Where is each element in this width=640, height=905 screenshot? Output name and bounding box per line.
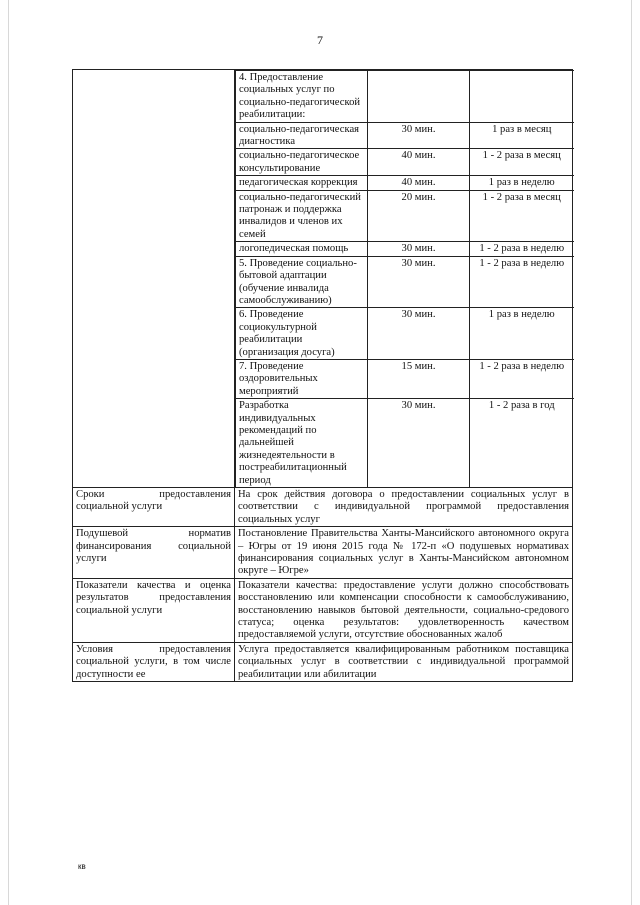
service-name: социально-педагогическая диагностика	[236, 122, 368, 149]
service-row	[236, 399, 574, 487]
service-duration: 20 мин.	[368, 190, 470, 242]
service-row	[236, 190, 574, 242]
row-label: Условия предоставления социальной услуги, в том числе доступности ее	[73, 642, 235, 681]
service-frequency: 1 - 2 раза в неделю	[470, 256, 574, 308]
service-row	[236, 359, 574, 398]
table-row	[73, 578, 573, 642]
service-duration: 15 мин.	[368, 359, 470, 398]
service-row	[236, 242, 574, 256]
table-row	[73, 70, 573, 488]
service-frequency: 1 - 2 раза в год	[470, 399, 574, 487]
scan-edge-left	[8, 0, 9, 905]
services-table	[72, 69, 573, 682]
row-label: Показатели качества и оценка результатов предоставления социальной услуги	[73, 578, 235, 642]
service-row	[236, 308, 574, 360]
page-number: 7	[317, 33, 323, 47]
service-duration	[368, 71, 470, 123]
services-subtable	[235, 70, 574, 487]
service-row	[236, 256, 574, 308]
service-name: социально-педагогическое консультирование	[236, 149, 368, 176]
service-duration: 30 мин.	[368, 256, 470, 308]
service-duration: 40 мин.	[368, 149, 470, 176]
service-duration: 30 мин.	[368, 308, 470, 360]
services-cell	[235, 70, 573, 488]
service-name: педагогическая коррекция	[236, 176, 368, 190]
service-frequency: 1 - 2 раза в неделю	[470, 359, 574, 398]
row-text: Показатели качества: предоставление услуги должно способствовать восстановлению или компенсации способности к самообслуживанию, восстановлению навыков бытовой деятельности, социально-средового статуса; оценка результатов: удовлетворенность качеством предоставляемой услуги, отсутствие обоснованных жалоб	[235, 578, 573, 642]
service-row	[236, 122, 574, 149]
service-name: 5. Проведение социально-бытовой адаптации (обучение инвалида самообслуживанию)	[236, 256, 368, 308]
footer-stamp: кв	[78, 862, 86, 871]
service-row	[236, 149, 574, 176]
service-duration: 30 мин.	[368, 242, 470, 256]
service-row	[236, 71, 574, 123]
scan-edge-right	[631, 0, 632, 905]
service-name: Разработка индивидуальных рекомендаций по дальнейшей жизнедеятельности в постреабилитационный период	[236, 399, 368, 487]
service-name: логопедическая помощь	[236, 242, 368, 256]
service-duration: 30 мин.	[368, 399, 470, 487]
service-frequency: 1 - 2 раза в неделю	[470, 242, 574, 256]
service-frequency	[470, 71, 574, 123]
service-name: 7. Проведение оздоровительных мероприятий	[236, 359, 368, 398]
service-name: социально-педагогический патронаж и поддержка инвалидов и членов их семей	[236, 190, 368, 242]
row-label: Сроки предоставления социальной услуги	[73, 488, 235, 527]
service-name: 6. Проведение социокультурной реабилитации (организация досуга)	[236, 308, 368, 360]
service-row	[236, 176, 574, 190]
service-name: 4. Предоставление социальных услуг по социально-педагогической реабилитации:	[236, 71, 368, 123]
service-frequency: 1 раз в неделю	[470, 308, 574, 360]
row-label: Подушевой норматив финансирования социальной услуги	[73, 527, 235, 579]
service-frequency: 1 раз в неделю	[470, 176, 574, 190]
table-row	[73, 488, 573, 527]
row-text: Постановление Правительства Ханты-Мансийского автономного округа – Югры от 19 июня 2015 года № 172-п «О подушевых нормативах финансирования социальных услуг в Ханты-Мансийском автономном округе – Югре»	[235, 527, 573, 579]
service-duration: 40 мин.	[368, 176, 470, 190]
table-row	[73, 642, 573, 681]
blank-label-cell	[73, 70, 235, 488]
service-duration: 30 мин.	[368, 122, 470, 149]
document-sheet	[72, 69, 572, 682]
service-frequency: 1 раз в месяц	[470, 122, 574, 149]
service-frequency: 1 - 2 раза в месяц	[470, 149, 574, 176]
service-frequency: 1 - 2 раза в месяц	[470, 190, 574, 242]
table-row	[73, 527, 573, 579]
row-text: На срок действия договора о предоставлении социальных услуг в соответствии с индивидуальной программой предоставления социальных услуг	[235, 488, 573, 527]
row-text: Услуга предоставляется квалифицированным работником поставщика социальных услуг в соответствии с индивидуальной программой реабилитации или абилитации	[235, 642, 573, 681]
